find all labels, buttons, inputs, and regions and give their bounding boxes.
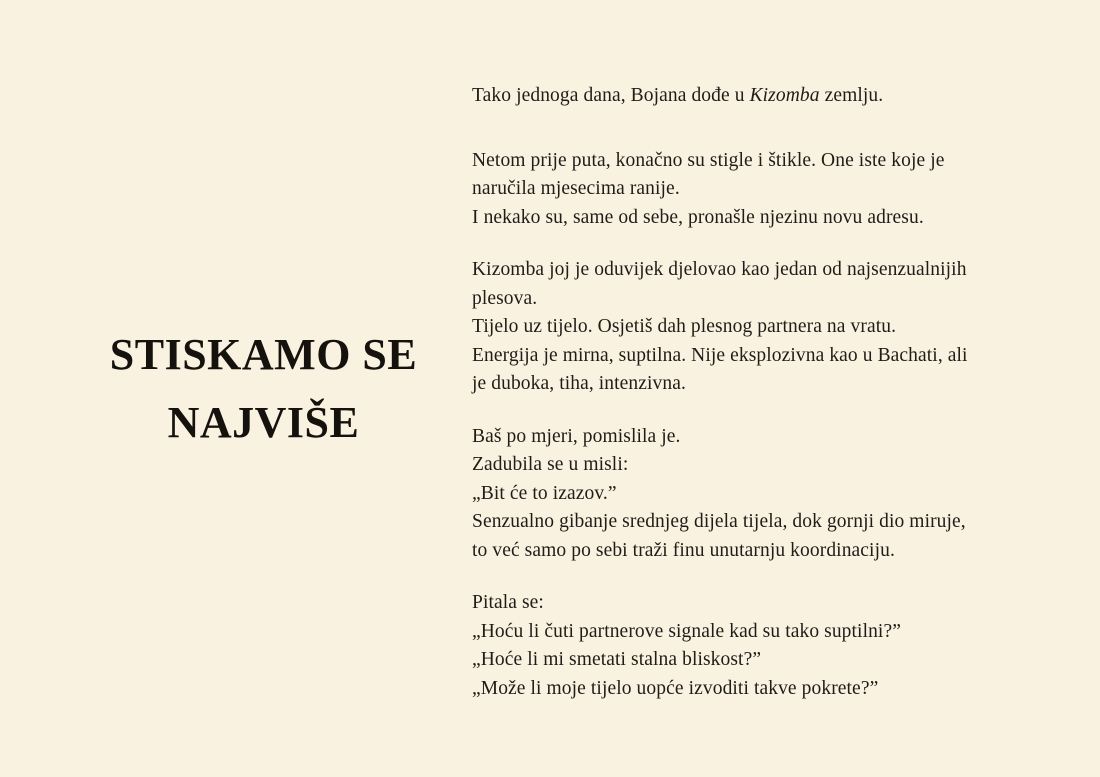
paragraph-shoes [472,147,1080,233]
text-line: I nekako su, same od sebe, pronašle njezinu novu adresu. [472,206,924,228]
intro-italic-word: Kizomba [749,85,820,106]
text-line: Tijelo uz tijelo. Osjetiš dah plesnog partnera na vratu. [472,316,897,337]
text-line: Netom prije puta, konačno su stigle i štikle. One iste koje je [472,149,945,171]
text-line: „Hoće li mi smetati stalna bliskost?” [472,649,762,670]
text-line: Kizomba joj je oduvijek djelovao kao jedan od najsenzualnijih [472,259,967,280]
intro-prefix: Tako jednoga dana, Bojana dođe u [472,85,750,106]
text-line: naručila mjesecima ranije. [472,178,680,199]
body-column [472,0,1100,777]
title-line-1: STISKAMO SE [109,329,418,379]
intro-suffix: zemlju. [819,85,884,106]
paragraph-thoughts [472,423,1080,566]
text-line: je duboka, tiha, intenzivna. [472,373,686,394]
title-column [0,0,472,777]
text-line: Zadubila se u misli: [472,454,629,475]
page-title [110,321,417,457]
text-line: to već samo po sebi traži finu unutarnju koordinaciju. [472,539,895,561]
text-line: „Hoću li čuti partnerove signale kad su tako suptilni?” [472,620,901,642]
text-line: „Bit će to izazov.” [472,482,617,504]
text-line: Senzualno gibanje srednjeg dijela tijela, dok gornji dio miruje, [472,511,966,532]
text-line: „Može li moje tijelo uopće izvoditi takve pokrete?” [472,677,879,699]
text-line: Pitala se: [472,592,544,613]
text-line: Baš po mjeri, pomislila je. [472,425,681,447]
title-line-2: NAJVIŠE [167,397,360,447]
paragraph-intro [472,82,1080,111]
paragraph-questions [472,589,1080,703]
paragraph-kizomba-description [472,256,1080,399]
text-line: plesova. [472,287,538,309]
text-line: Energija je mirna, suptilna. Nije eksplozivna kao u Bachati, ali [472,344,968,366]
